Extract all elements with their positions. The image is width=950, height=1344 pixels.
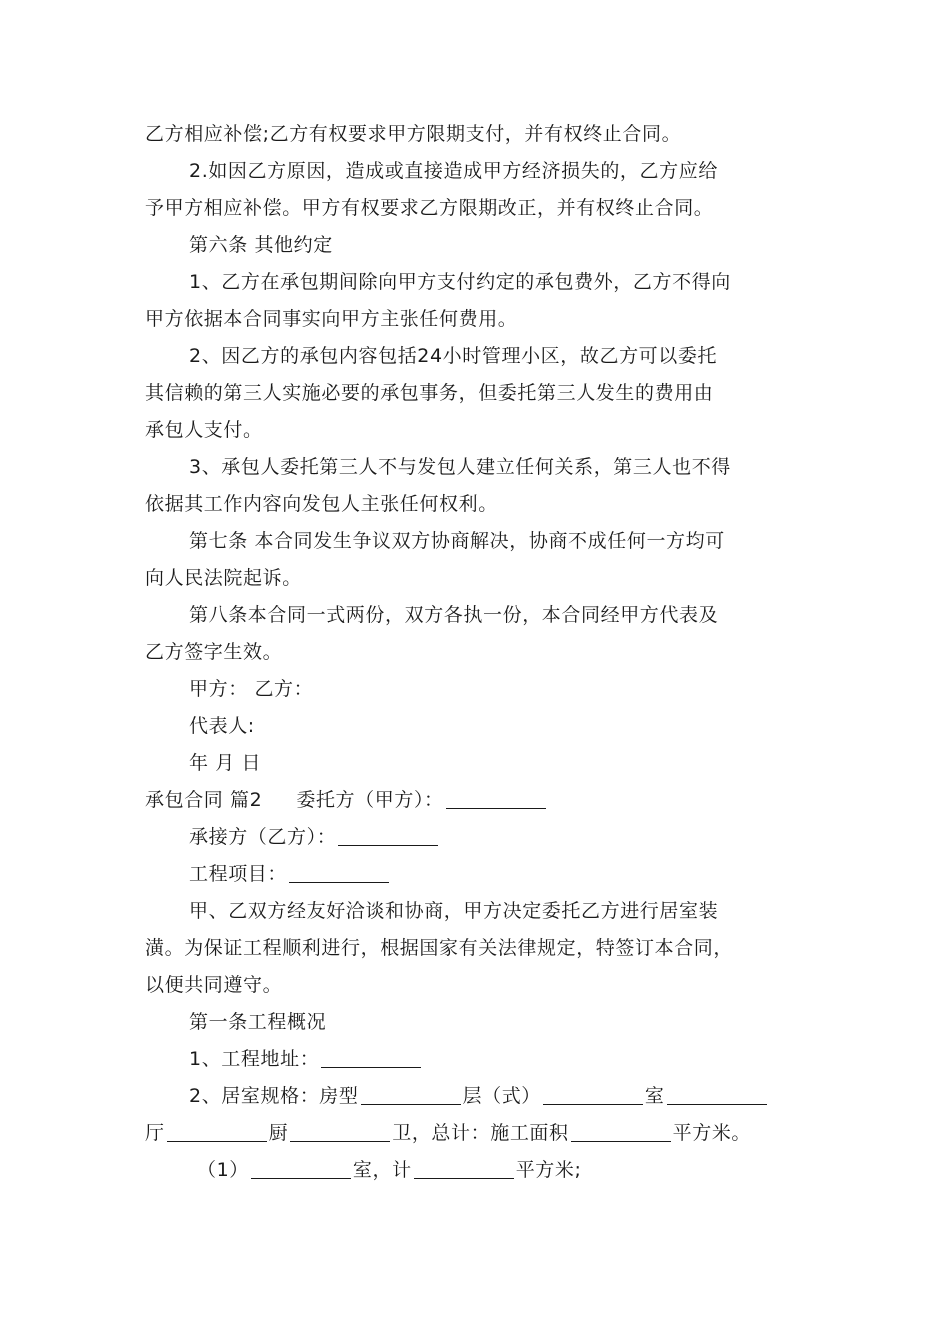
spec-bath: 卫，总计：施工面积 <box>392 1122 569 1144</box>
item1-unit: 平方米; <box>515 1159 582 1181</box>
section-heading: 第六条 其他约定 <box>189 234 333 256</box>
text-line: 第八条本合同一式两份，双方各执一份，本合同经甲方代表及 <box>189 604 719 626</box>
contractor-blank <box>338 825 438 846</box>
spec-floor: 层（式） <box>462 1085 541 1107</box>
kitchen-blank <box>290 1121 390 1142</box>
signature-parties: 甲方： 乙方： <box>189 678 314 700</box>
client-blank <box>446 788 546 809</box>
text-line: 乙方相应补偿;乙方有权要求甲方限期支付，并有权终止合同。 <box>145 123 682 145</box>
address-blank <box>321 1047 421 1068</box>
spec-line-2 <box>145 1115 825 1152</box>
text-line: 承包人支付。 <box>145 419 263 441</box>
spec-label: 2、居室规格：房型 <box>189 1085 359 1107</box>
project-label: 工程项目： <box>189 863 288 885</box>
contract2-header-line <box>145 782 825 819</box>
text-line: 乙方签字生效。 <box>145 641 283 663</box>
representative-label: 代表人: <box>189 715 255 737</box>
contract2-heading: 承包合同 篇2 <box>145 789 263 811</box>
room-blank <box>667 1084 767 1105</box>
area-blank <box>571 1121 671 1142</box>
spec-room: 室 <box>644 1085 665 1107</box>
address-label: 1、工程地址： <box>189 1048 320 1070</box>
item1-line <box>145 1152 825 1189</box>
item1-area-blank <box>414 1158 514 1179</box>
date-line: 年 月 日 <box>189 752 262 774</box>
client-label: 委托方（甲方）： <box>296 789 444 811</box>
address-line <box>145 1041 825 1078</box>
spec-line <box>145 1078 825 1115</box>
text-line: 向人民法院起诉。 <box>145 567 302 589</box>
text-line: 第七条 本合同发生争议双方协商解决，协商不成任何一方均可 <box>189 530 725 552</box>
text-line: 其信赖的第三人实施必要的承包事务，但委托第三人发生的费用由 <box>145 382 714 404</box>
intro-line: 以便共同遵守。 <box>145 974 283 996</box>
item1-prefix: （1） <box>197 1159 249 1181</box>
spec-hall: 厅 <box>145 1122 165 1144</box>
contractor-label: 承接方（乙方）： <box>189 826 337 848</box>
text-line: 甲方依据本合同事实向甲方主张任何费用。 <box>145 308 518 330</box>
project-line <box>145 856 825 893</box>
item1-room: 室，计 <box>352 1159 412 1181</box>
text-line: 予甲方相应补偿。甲方有权要求乙方限期改正，并有权终止合同。 <box>145 197 714 219</box>
house-type-blank <box>361 1084 461 1105</box>
text-line: 依据其工作内容向发包人主张任何权利。 <box>145 493 498 515</box>
intro-line: 甲、乙双方经友好洽谈和协商，甲方决定委托乙方进行居室装 <box>189 900 719 922</box>
hall-blank <box>167 1121 267 1142</box>
text-line: 3、承包人委托第三人不与发包人建立任何关系，第三人也不得 <box>189 456 731 478</box>
spec-unit: 平方米。 <box>672 1122 752 1144</box>
contractor-line <box>145 819 825 856</box>
text-line: 1、乙方在承包期间除向甲方支付约定的承包费外，乙方不得向 <box>189 271 731 293</box>
text-line: 2、因乙方的承包内容包括24小时管理小区，故乙方可以委托 <box>189 345 718 367</box>
intro-line: 潢。为保证工程顺利进行，根据国家有关法律规定，特签订本合同， <box>145 937 734 959</box>
spec-kitchen: 厨 <box>268 1122 289 1144</box>
item1-room-blank <box>251 1158 351 1179</box>
article1-title: 第一条工程概况 <box>189 1011 327 1033</box>
document-body <box>145 116 825 1189</box>
floor-blank <box>543 1084 643 1105</box>
project-blank <box>289 862 389 883</box>
text-line: 2.如因乙方原因，造成或直接造成甲方经济损失的，乙方应给 <box>189 160 718 182</box>
